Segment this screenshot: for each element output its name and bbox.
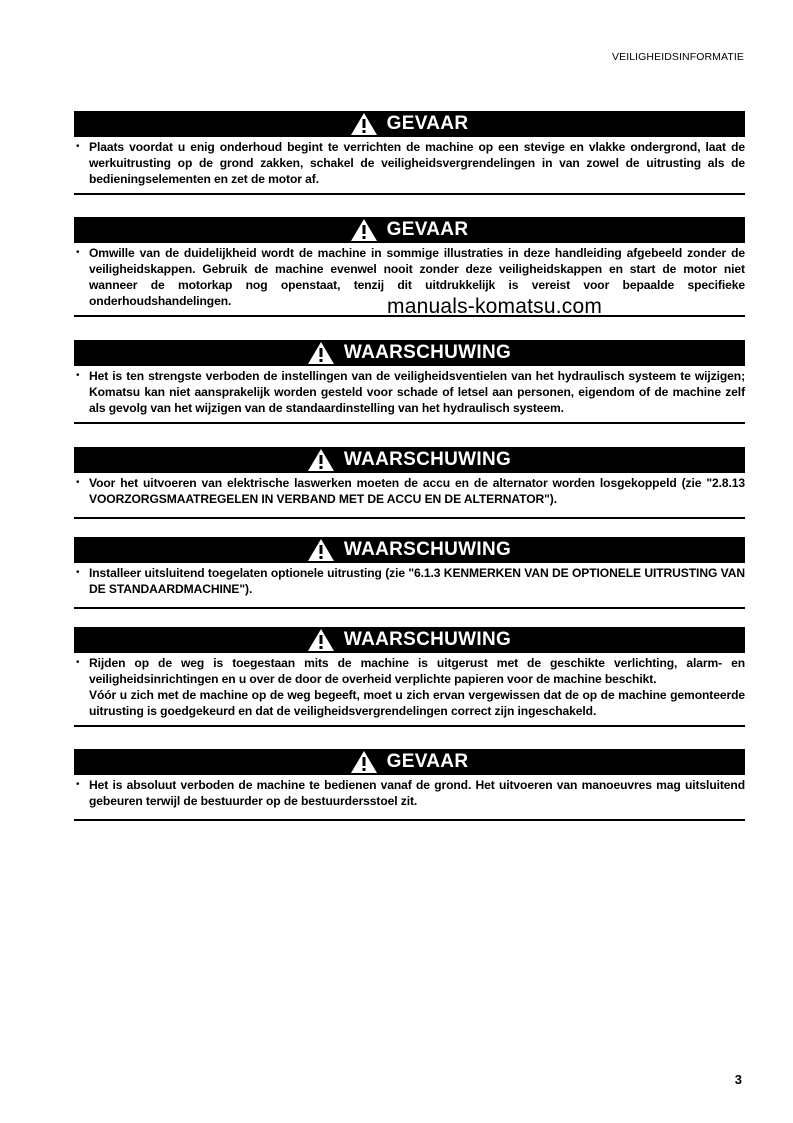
safety-paragraph: Plaats voordat u enig onderhoud begint te verrichten de machine op een stevige en vlakke ondergrond, laat de werkuitrusting op de grond zakken, schakel de veiligheidsvergrendelingen in van zowel de uitrusting als de bedieningselementen en zet de motor af.	[89, 140, 745, 186]
safety-level-label: GEVAAR	[386, 751, 469, 772]
safety-paragraph: Omwille van de duidelijkheid wordt de machine in sommige illustraties in deze handleiding afgebeeld zonder de veiligheidskappen. Gebruik de machine evenwel nooit zonder deze veiligheidskappen en start de motor niet wanneer de motorkap nog openstaat, tenzij dit uitdrukkelijk is vereist voor bepaalde specifieke onderhoudshandelingen.	[89, 246, 745, 308]
divider-rule	[74, 517, 745, 519]
divider-rule	[74, 725, 745, 727]
safety-level-label: GEVAAR	[386, 113, 469, 134]
safety-bar	[74, 217, 745, 243]
safety-level-label: WAARSCHUWING	[343, 629, 512, 650]
safety-bar	[74, 111, 745, 137]
bullet: •	[76, 370, 80, 381]
bullet: •	[76, 567, 80, 578]
warning-triangle-icon	[351, 751, 377, 773]
bullet: •	[76, 247, 80, 258]
divider-rule	[74, 422, 745, 424]
bullet: •	[76, 141, 80, 152]
safety-bar	[74, 537, 745, 563]
safety-bar	[74, 749, 745, 775]
safety-level-label: GEVAAR	[386, 219, 469, 240]
safety-level-label: WAARSCHUWING	[343, 342, 512, 363]
safety-paragraph: Installeer uitsluitend toegelaten optionele uitrusting (zie "6.1.3 KENMERKEN VAN DE OPTIONELE UITRUSTING VAN DE STANDAARDMACHINE").	[89, 566, 745, 596]
safety-paragraph: Vóór u zich met de machine op de weg begeeft, moet u zich ervan vergewissen dat de op de machine gemonteerde uitrusting is goedgekeurd en dat de veiligheidsvergrendelingen correct zijn ingeschakeld.	[89, 688, 745, 718]
safety-paragraph: Rijden op de weg is toegestaan mits de machine is uitgerust met de geschikte verlichting, alarm- en veiligheidsinrichtingen en u over de door de overheid verplichte papieren voor de machine beschikt.	[89, 656, 745, 686]
running-header-title: VEILIGHEIDSINFORMATIE	[611, 51, 744, 63]
safety-paragraph: Voor het uitvoeren van elektrische laswerken moeten de accu en de alternator worden losgekoppeld (zie "2.8.13 VOORZORGSMAATREGELEN IN VERBAND MET DE ACCU EN DE ALTERNATOR").	[89, 476, 745, 506]
safety-message	[74, 137, 745, 193]
warning-triangle-icon	[308, 342, 334, 364]
divider-rule	[74, 819, 745, 821]
safety-level-label: WAARSCHUWING	[343, 449, 512, 470]
bullet: •	[76, 477, 80, 488]
warning-triangle-icon	[308, 449, 334, 471]
page-number: 3	[734, 1072, 742, 1087]
safety-message	[74, 366, 745, 422]
safety-block-danger-1	[74, 111, 745, 195]
safety-level-label: WAARSCHUWING	[343, 539, 512, 560]
warning-triangle-icon	[351, 113, 377, 135]
warning-triangle-icon	[308, 629, 334, 651]
watermark: manuals-komatsu.com	[387, 295, 603, 318]
safety-block-warning-3	[74, 537, 745, 609]
safety-paragraph: Het is absoluut verboden de machine te bedienen vanaf de grond. Het uitvoeren van manoeuvres mag uitsluitend gebeuren terwijl de bestuurder op de bestuurdersstoel zit.	[89, 778, 745, 808]
safety-block-danger-3	[74, 749, 745, 821]
safety-block-warning-4	[74, 627, 745, 727]
divider-rule	[74, 607, 745, 609]
safety-message	[74, 473, 745, 513]
safety-bar	[74, 627, 745, 653]
safety-message	[74, 775, 745, 815]
bullet: •	[76, 657, 80, 668]
bullet: •	[76, 779, 80, 790]
safety-message	[74, 653, 745, 725]
safety-bar	[74, 340, 745, 366]
safety-message	[74, 563, 745, 603]
divider-rule	[74, 193, 745, 195]
warning-triangle-icon	[308, 539, 334, 561]
safety-bar	[74, 447, 745, 473]
safety-block-warning-2	[74, 447, 745, 519]
warning-triangle-icon	[351, 219, 377, 241]
safety-paragraph: Het is ten strengste verboden de instellingen van de veiligheidsventielen van het hydraulisch systeem te wijzigen; Komatsu kan niet aansprakelijk worden gesteld voor schade of letsel aan personen, eigendom of de machine zelf als gevolg van het wijzigen van de standaardinstelling van het hydraulisch systeem.	[89, 369, 745, 415]
safety-block-warning-1	[74, 340, 745, 424]
